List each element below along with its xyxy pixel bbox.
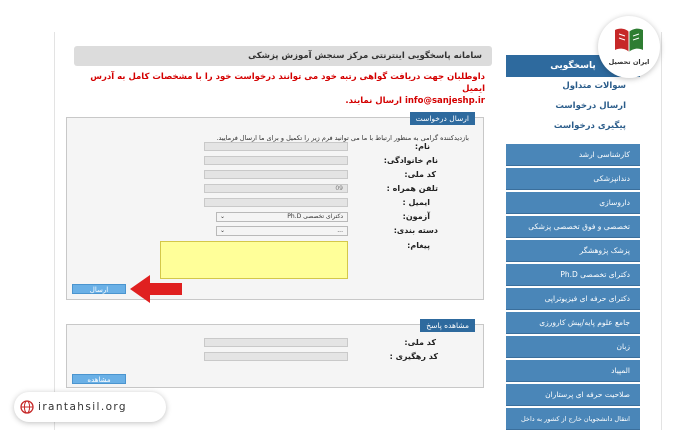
mobile-label: تلفن همراه : xyxy=(386,184,438,193)
sidebar-item-olympiad[interactable]: المپیاد xyxy=(506,360,640,382)
chevron-down-icon: ⌄ xyxy=(220,213,226,220)
email-label: ایمیل : xyxy=(402,198,430,207)
site-url-text: irantahsil.org xyxy=(38,401,127,413)
request-form-intro: بازدیدکننده گرامی به منظور ارتباط با ما می توانید فرم زیر را تکمیل و برای ما ارسال فرمایید. xyxy=(216,134,469,142)
logo-text: ایران تحصیل xyxy=(608,58,650,66)
sidebar-item-dentistry[interactable]: دندانپزشکی xyxy=(506,168,640,190)
exam-label: آزمون: xyxy=(402,212,430,221)
family-label: نام خانوادگی: xyxy=(383,156,438,165)
category-select-value: ... xyxy=(337,227,343,234)
send-button[interactable]: ارسال xyxy=(72,284,126,294)
tracking-code-label: کد رهگیری : xyxy=(389,352,438,361)
notice-text xyxy=(90,71,485,107)
name-input[interactable] xyxy=(204,142,348,151)
sidebar-header: پاسخگویی xyxy=(506,55,640,77)
category-label: دسته بندی: xyxy=(393,226,438,235)
view-national-code-label: کد ملی: xyxy=(404,338,436,347)
name-label: نام: xyxy=(414,142,430,151)
exam-select[interactable] xyxy=(216,212,348,222)
sidebar-link-faq[interactable]: سوالات متداول xyxy=(562,81,626,91)
exam-select-value: دکترای تخصصی Ph.D xyxy=(287,213,343,220)
email-input[interactable] xyxy=(204,198,348,207)
notice-line-1: داوطلبان جهت دریافت گواهی رتبه خود می توانند درخواست خود را با مشخصات کامل به آدرس ایمیل xyxy=(90,72,485,94)
national-code-input[interactable] xyxy=(204,170,348,179)
sidebar-link-track-request[interactable]: پیگیری درخواست xyxy=(553,121,626,131)
tracking-code-input[interactable] xyxy=(204,352,348,361)
book-logo-icon xyxy=(611,26,647,56)
sidebar-item-phd[interactable]: دکترای تخصصی Ph.D xyxy=(506,264,640,286)
sidebar-item-pharmacy[interactable]: داروسازی xyxy=(506,192,640,214)
sidebar-item-basic-sciences[interactable]: جامع علوم پایه/پیش کارورزی xyxy=(506,312,640,334)
category-select[interactable] xyxy=(216,226,348,236)
national-code-label: کد ملی: xyxy=(404,170,436,179)
irantahsil-logo xyxy=(598,16,660,78)
request-form-title: ارسال درخواست xyxy=(410,112,475,125)
sidebar-item-researcher[interactable]: پزشک پژوهشگر xyxy=(506,240,640,262)
globe-icon xyxy=(20,400,34,414)
sidebar-item-specialty[interactable]: تخصصی و فوق تخصصی پزشکی xyxy=(506,216,640,238)
message-label: پیغام: xyxy=(407,241,430,250)
red-arrow-icon xyxy=(130,274,184,304)
notice-line-2: info@sanjeshp.ir ارسال نمایند. xyxy=(345,96,485,106)
chevron-down-icon: ⌄ xyxy=(220,227,226,234)
view-button[interactable]: مشاهده xyxy=(72,374,126,384)
family-input[interactable] xyxy=(204,156,348,165)
sidebar-item-transfer[interactable]: انتقال دانشجویان خارج از کشور به داخل xyxy=(506,408,640,430)
sidebar-item-nurses[interactable]: صلاحیت حرفه ای پرستاران xyxy=(506,384,640,406)
view-answer-title: مشاهده پاسخ xyxy=(420,319,475,332)
sidebar-menu xyxy=(506,144,640,432)
message-textarea[interactable] xyxy=(160,241,348,279)
sidebar-item-language[interactable]: زبان xyxy=(506,336,640,358)
site-url-badge xyxy=(14,392,166,422)
mobile-value: 09 xyxy=(335,185,343,192)
mobile-input[interactable] xyxy=(204,184,348,193)
sidebar-item-masters[interactable]: کارشناسی ارشد xyxy=(506,144,640,166)
view-national-code-input[interactable] xyxy=(204,338,348,347)
sidebar-link-send-request[interactable]: ارسال درخواست xyxy=(555,101,626,111)
page-title: سامانه پاسخگویی اینترنتی مرکز سنجش آموزش پزشکی xyxy=(74,46,492,66)
sidebar-item-physiotherapy[interactable]: دکترای حرفه ای فیزیوتراپی xyxy=(506,288,640,310)
